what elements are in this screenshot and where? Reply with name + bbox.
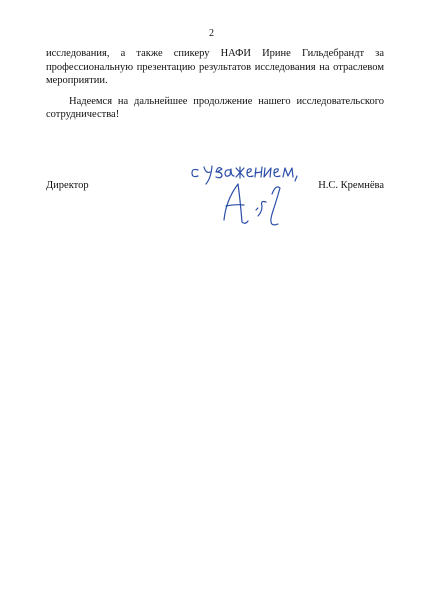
paragraph-cooperation: Надеемся на дальнейшее продолжение нашего исследовательского сотрудничества! — [46, 95, 384, 120]
page-number: 2 — [209, 28, 214, 39]
signatory-title: Директор — [46, 180, 89, 191]
handwritten-signature — [186, 150, 356, 240]
letter-body — [46, 47, 384, 122]
paragraph-thanks: исследования, а также спикеру НАФИ Ирине Гильдебрандт за профессиональную презентацию результатов исследования на отраслевом мероприятии. — [46, 48, 384, 86]
signature-block — [46, 150, 384, 240]
signatory-name: Н.С. Кремнёва — [318, 180, 384, 191]
signature-image — [186, 150, 356, 240]
